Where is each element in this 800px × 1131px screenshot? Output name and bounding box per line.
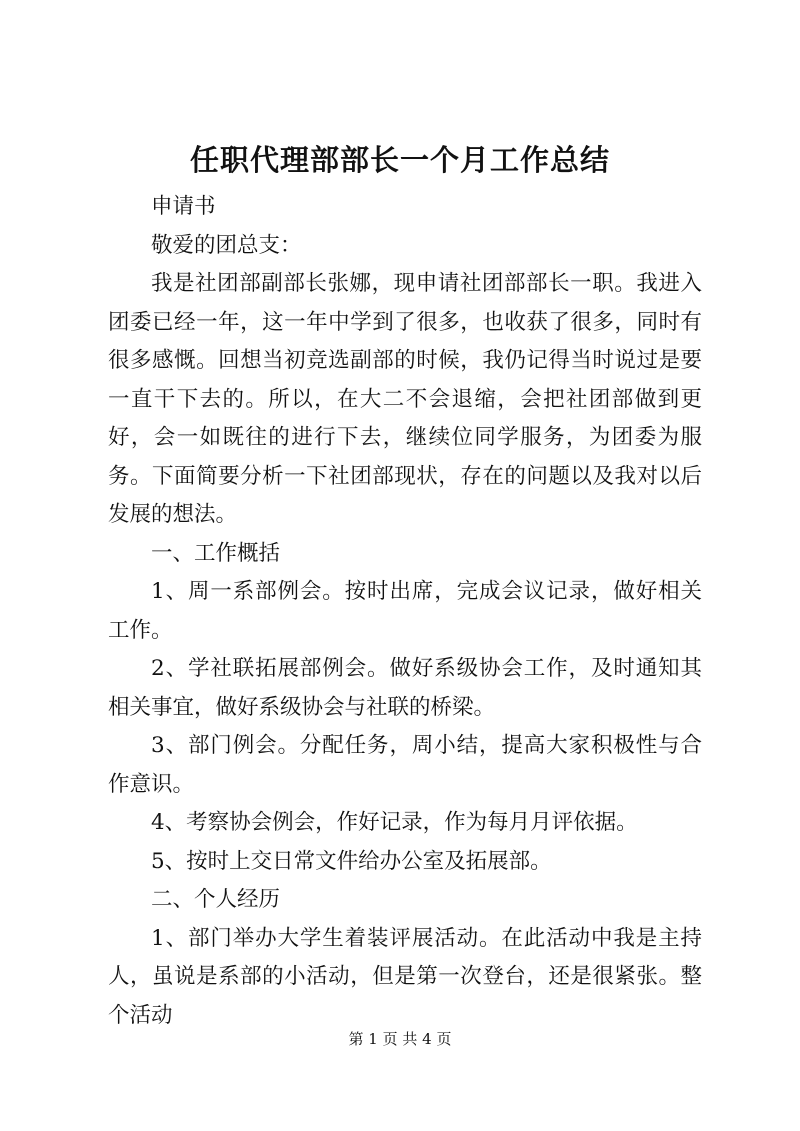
- paragraph: 我是社团部副部长张娜，现申请社团部部长一职。我进入团委已经一年，这一年中学到了很多，也收获了很多，同时有很多感慨。回想当初竞选副部的时候，我仍记得当时说过是要一直干下去的。所以，在大二不会退缩，会把社团部做到更好，会一如既往的进行下去，继续位同学服务，为团委为服务。下面简要分析一下社团部现状，存在的问题以及我对以后发展的想法。: [108, 271, 702, 527]
- paragraph: 敬爱的团总支：: [151, 232, 302, 258]
- list-item: 5、按时上交日常文件给办公室及拓展部。: [151, 848, 552, 874]
- section-heading: 二、个人经历: [151, 887, 281, 912]
- page-number-label: 第 1 页 共 4 页: [348, 1030, 452, 1048]
- list-item: 1、部门举办大学生着装评展活动。在此活动中我是主持人，虽说是系部的小活动，但是第一次登台，还是很紧张。整个活动: [108, 925, 702, 1028]
- section-heading: 一、工作概括: [151, 540, 281, 566]
- paragraph: 申请书: [151, 194, 216, 219]
- list-item: 4、考察协会例会，作好记录，作为每月月评依据。: [151, 810, 638, 835]
- list-item: 2、学社联拓展部例会。做好系级协会工作，及时通知其相关事宜，做好系级协会与社联的桥梁。: [108, 656, 702, 720]
- list-item: 1、周一系部例会。按时出席，完成会议记录，做好相关工作。: [108, 579, 702, 643]
- document-body: [108, 188, 702, 1035]
- document-title: 任职代理部部长一个月工作总结: [189, 143, 610, 177]
- page-footer: [0, 1029, 800, 1049]
- list-item: 3、部门例会。分配任务，周小结，提高大家积极性与合作意识。: [108, 733, 702, 797]
